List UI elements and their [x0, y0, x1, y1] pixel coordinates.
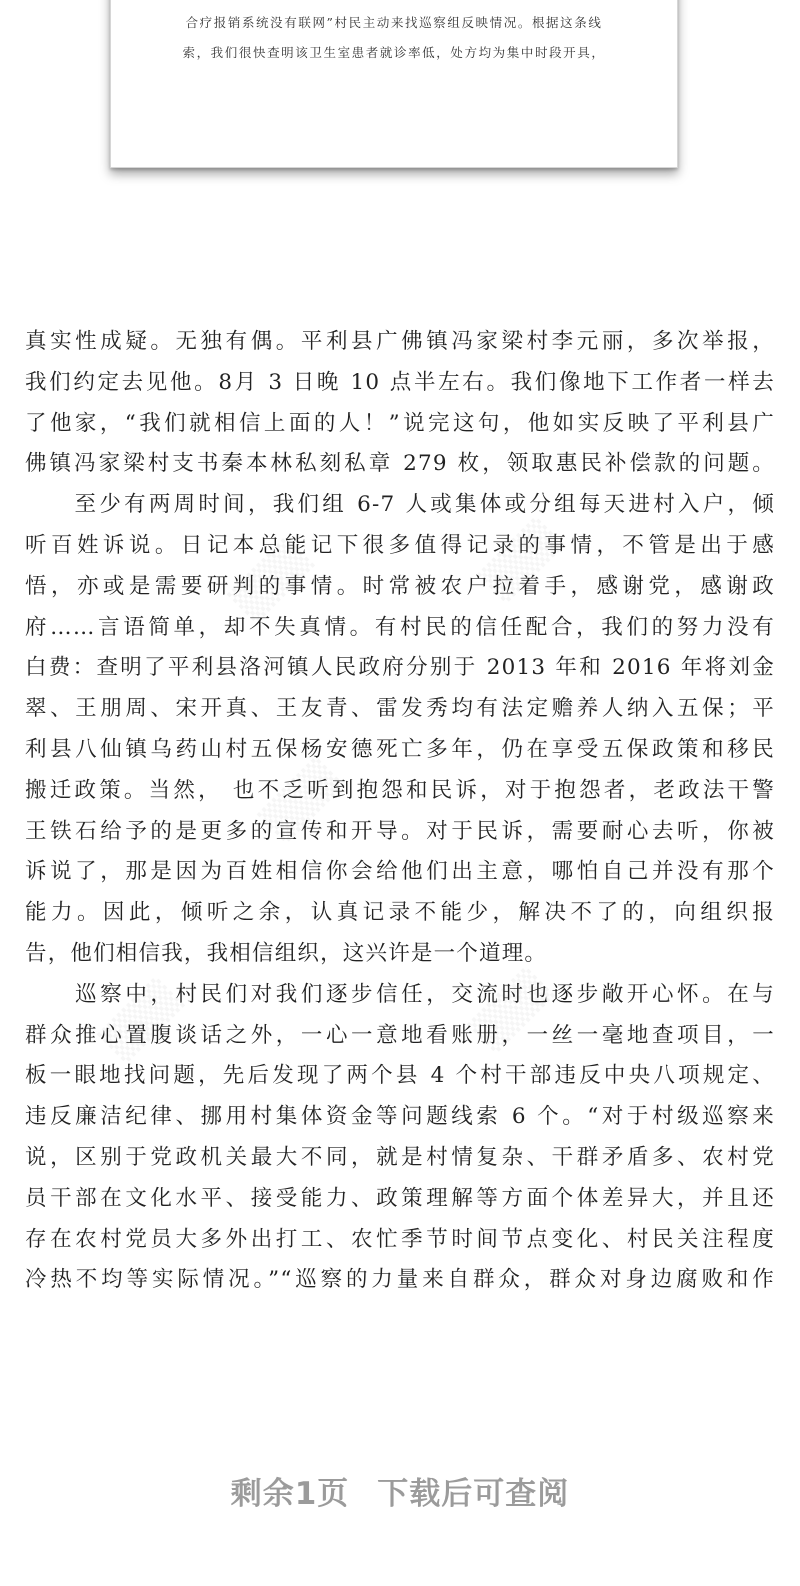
body-line: 违反廉洁纪律、挪用村集体资金等问题线索 6 个。“对于村级巡察来	[25, 1104, 775, 1130]
remaining-pages-label: 剩余1页	[230, 1476, 350, 1512]
body-line: 听百姓诉说。日记本总能记下很多值得记录的事情，不管是出于感	[25, 532, 775, 558]
remaining-pages-bar[interactable]	[0, 1468, 800, 1513]
body-line: 真实性成疑。无独有偶。平利县广佛镇冯家梁村李元丽，多次举报，	[25, 329, 775, 354]
body-line: 悟，亦或是需要研判的事情。时常被农户拉着手，感谢党，感谢政	[25, 573, 775, 599]
watermark: ▒▒▒	[477, 516, 566, 605]
download-to-view-label[interactable]: 下载后可查阅	[377, 1476, 570, 1512]
preview-line-2: 索，我们很快查明该卫生室患者就诊率低，处方均为集中时段开具，	[182, 45, 606, 60]
body-line: 白费：查明了平利县洛河镇人民政府分别于 2013 年和 2016 年将刘金	[25, 655, 775, 681]
preview-page-card	[110, 0, 678, 168]
body-line: 我们约定去见他。8月 3 日晚 10 点半左右。我们像地下工作者一样去	[25, 369, 775, 395]
preview-line-1: 合疗报销系统没有联网”村民主动来找巡察组反映情况。根据这条线	[185, 15, 603, 30]
body-line: 府……言语简单，却不失真情。有村民的信任配合，我们的努力没有	[25, 614, 775, 640]
body-line: 冷热不均等实际情况。”“巡察的力量来自群众，群众对身边腐败和作	[25, 1267, 775, 1293]
watermark: ▒▒▒	[227, 536, 316, 625]
body-line: 翠、王朋周、宋开真、王友青、雷发秀均有法定赡养人纳入五保；平	[25, 696, 775, 722]
body-line: 至少有两周时间，我们组 6-7 人或集体或分组每天进村入户，倾	[25, 492, 775, 518]
body-line: 利县八仙镇乌药山村五保杨安德死亡多年，仍在享受五保政策和移民	[25, 736, 775, 762]
body-line: 王铁石给予的是更多的宣传和开导。对于民诉，需要耐心去听，你被	[25, 818, 775, 844]
body-line: 存在农村党员大多外出打工、农忙季节时间节点变化、村民关注程度	[25, 1226, 775, 1252]
body-line: 告，他们相信我，我相信组织，这兴许是一个道理。	[25, 940, 548, 966]
body-line: 能力。因此，倾听之余，认真记录不能少，解决不了的，向组织报	[25, 900, 775, 926]
body-line: 员干部在文化水平、接受能力、政策理解等方面个体差异大，并且还	[25, 1185, 775, 1211]
body-line: 了他家，“我们就相信上面的人！”说完这句，他如实反映了平利县广	[25, 410, 775, 436]
watermark: ▒▒▒	[97, 976, 186, 1065]
body-line: 诉说了，那是因为百姓相信你会给他们出主意，哪怕自己并没有那个	[25, 859, 775, 885]
body-line: 板一眼地找问题，先后发现了两个县 4 个村干部违反中央八项规定、	[25, 1063, 775, 1089]
body-line: 说，区别于党政机关最大不同，就是村情复杂、干群矛盾多、农村党	[25, 1144, 775, 1170]
watermark: ▒▒▒	[257, 756, 346, 845]
body-line: 巡察中，村民们对我们逐步信任，交流时也逐步敞开心怀。在与	[25, 981, 775, 1007]
body-line: 群众推心置腹谈话之外，一心一意地看账册，一丝一毫地查项目，一	[25, 1022, 775, 1048]
body-line: 搬迁政策。当然， 也不乏听到抱怨和民诉，对于抱怨者，老政法干警	[25, 777, 775, 803]
body-line: 佛镇冯家梁村支书秦本林私刻私章 279 枚，领取惠民补偿款的问题。	[25, 451, 775, 477]
watermark: ▒▒▒	[467, 966, 556, 1055]
document-body	[25, 322, 775, 1301]
